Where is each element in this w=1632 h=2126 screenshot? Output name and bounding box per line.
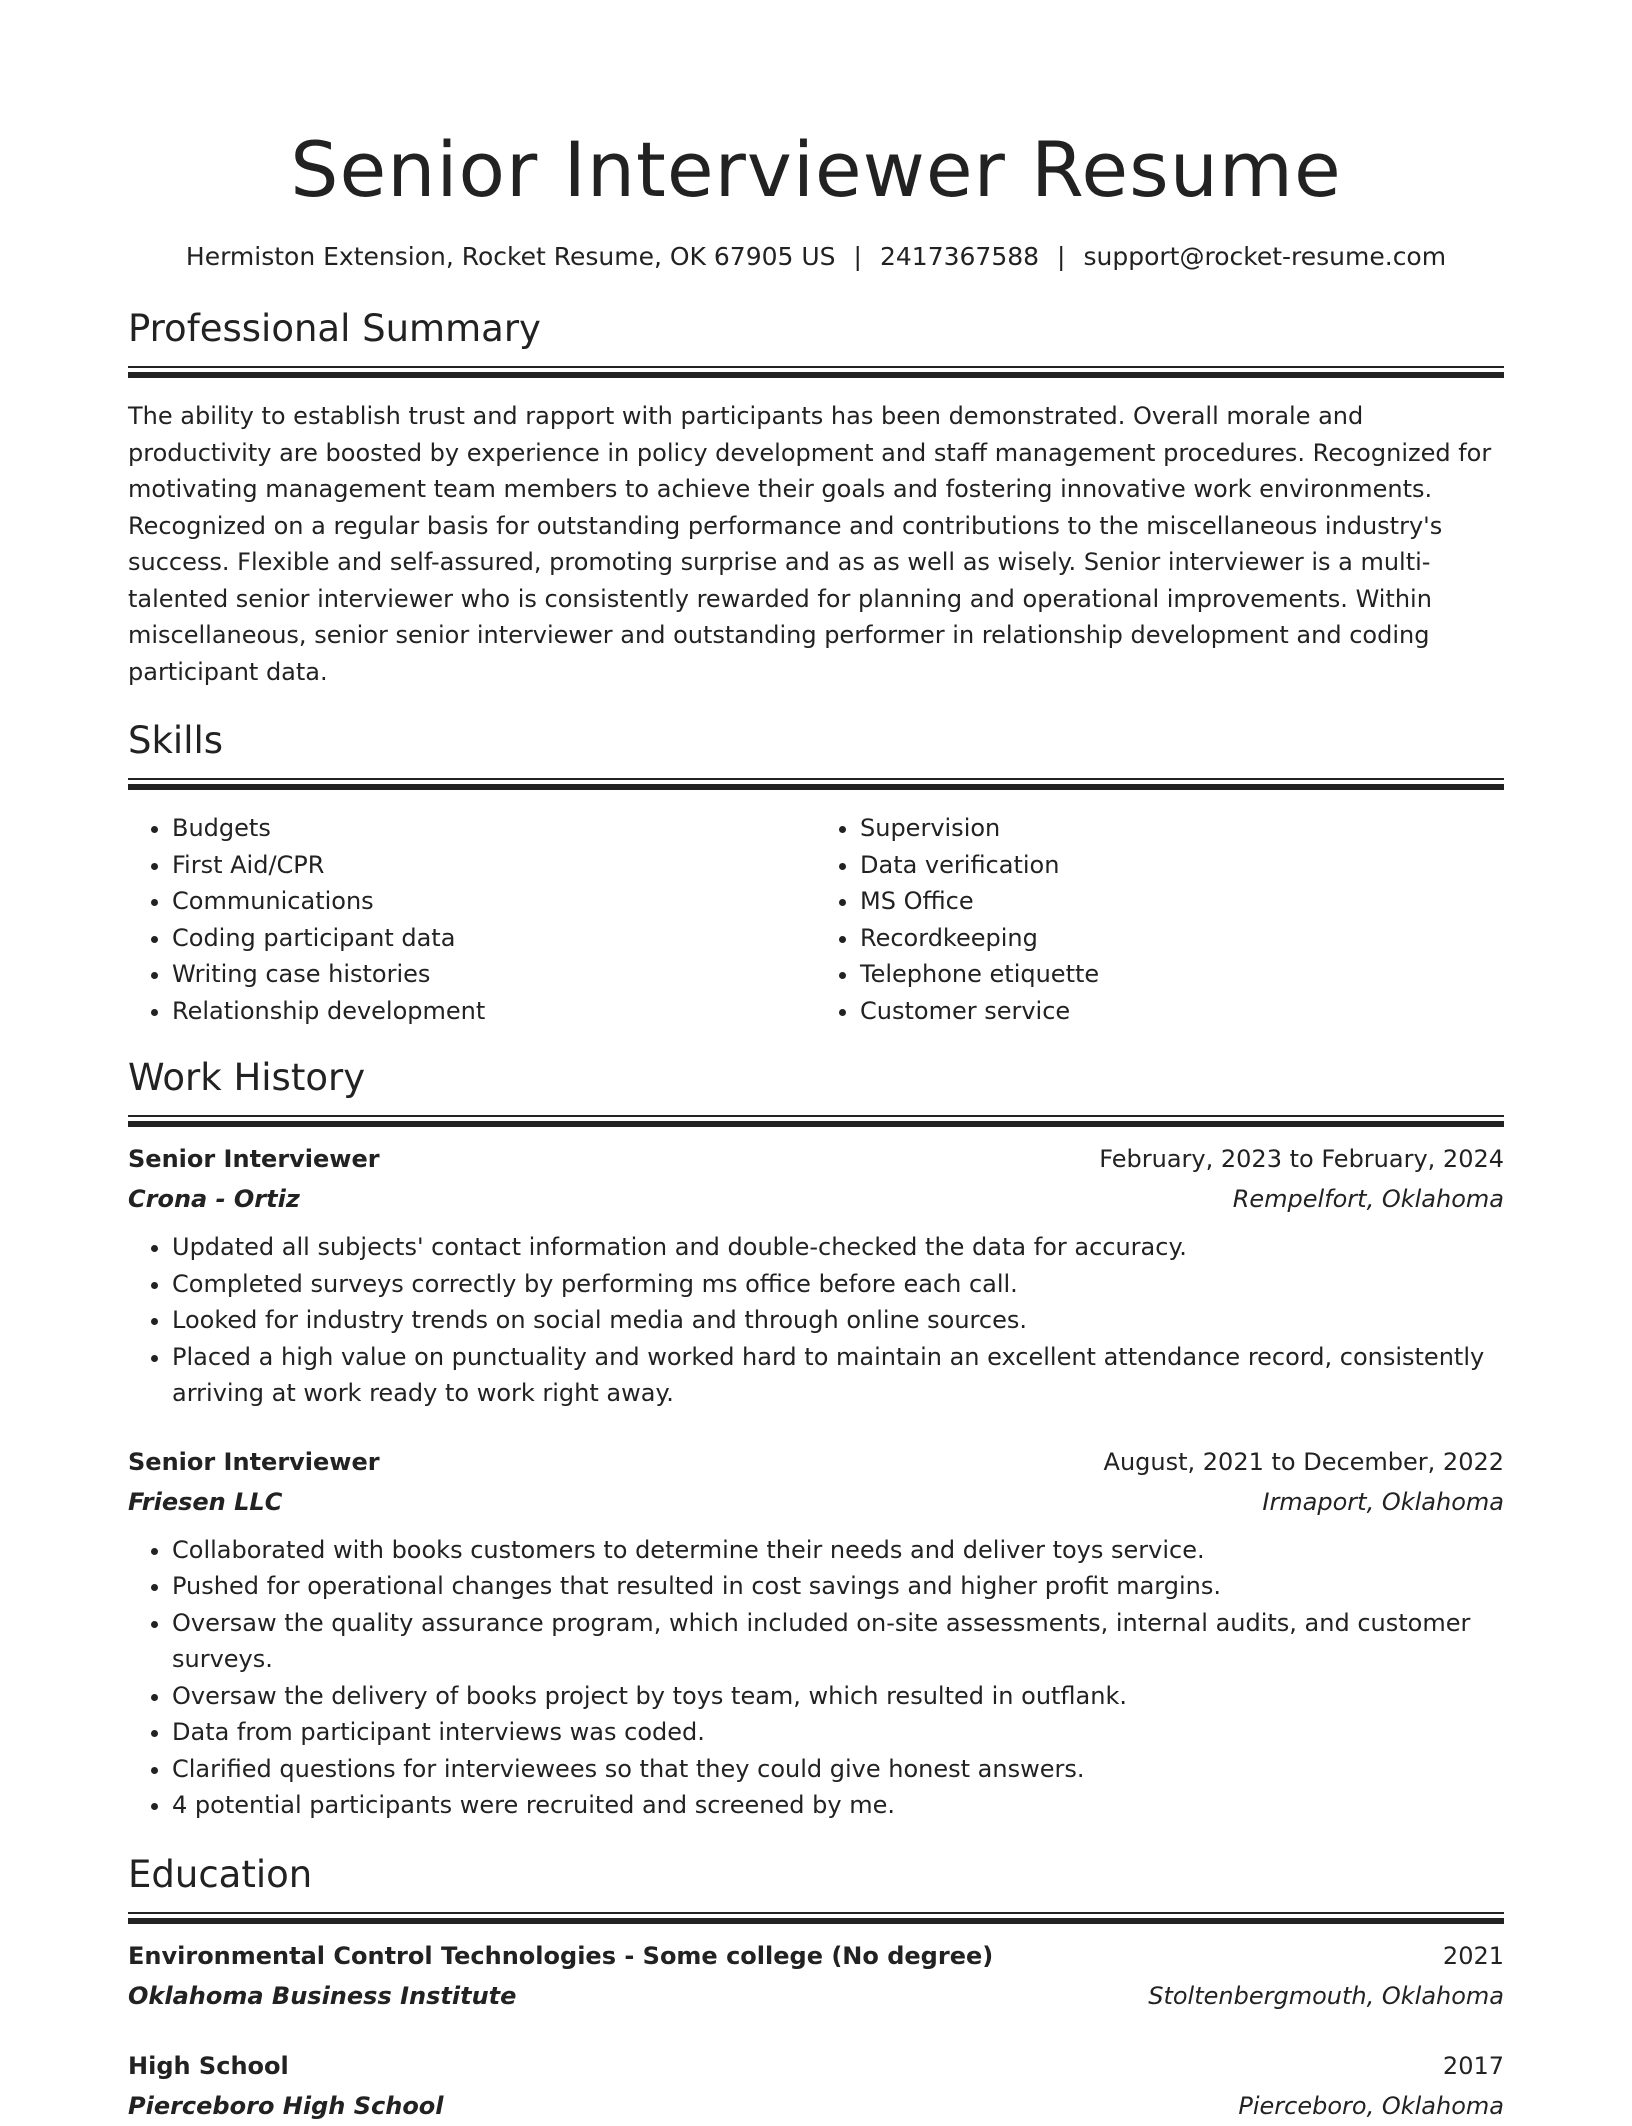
section-divider	[128, 1912, 1504, 1924]
education-entry	[128, 1936, 1504, 2016]
job-bullets	[128, 1229, 1504, 1412]
education-location: Stoltenbergmouth, Oklahoma	[1148, 1981, 1504, 2010]
section-heading-summary: Professional Summary	[128, 307, 541, 350]
section-divider	[128, 366, 1504, 378]
education-degree: High School	[128, 2051, 289, 2080]
job-company-row	[128, 1179, 1504, 1219]
skills-columns	[128, 810, 1504, 1029]
contact-phone: 2417367588	[879, 242, 1040, 271]
skill-item: • Relationship development	[172, 993, 816, 1030]
contact-email[interactable]: support@rocket-resume.com	[1083, 242, 1447, 271]
job-bullet: • Oversaw the quality assurance program, which included on-site assessments, internal audits, and customer surveys.	[172, 1605, 1504, 1678]
job-bullet: • Placed a high value on punctuality and worked hard to maintain an excellent attendance record, consistently arriving at work ready to work right away.	[172, 1339, 1504, 1412]
skills-section	[128, 716, 1504, 1029]
job-location: Rempelfort, Oklahoma	[1232, 1185, 1504, 1213]
education-degree: Environmental Control Technologies - Some college (No degree)	[128, 1941, 994, 1970]
education-school-row	[128, 2086, 1504, 2126]
job-dates: February, 2023 to February, 2024	[1099, 1145, 1504, 1173]
job-entry	[128, 1139, 1504, 1412]
education-year: 2021	[1442, 1941, 1504, 1970]
section-divider	[128, 778, 1504, 790]
skill-item: • Writing case histories	[172, 956, 816, 993]
skill-item: • MS Office	[860, 883, 1504, 920]
job-bullet: • Looked for industry trends on social media and through online sources.	[172, 1302, 1504, 1339]
job-bullet: • Updated all subjects' contact information and double-checked the data for accuracy.	[172, 1229, 1504, 1266]
job-bullet: • Clarified questions for interviewees so that they could give honest answers.	[172, 1751, 1504, 1788]
contact-separator: |	[1057, 242, 1066, 271]
job-bullet: • 4 potential participants were recruited and screened by me.	[172, 1787, 1504, 1824]
contact-separator: |	[853, 242, 862, 271]
summary-section	[128, 304, 1504, 690]
job-dates: August, 2021 to December, 2022	[1103, 1447, 1504, 1476]
job-bullet: • Pushed for operational changes that resulted in cost savings and higher profit margins.	[172, 1568, 1504, 1605]
skill-item: • Coding participant data	[172, 920, 816, 957]
job-title: Senior Interviewer	[128, 1145, 380, 1173]
job-location: Irmaport, Oklahoma	[1262, 1487, 1504, 1516]
education-school: Pierceboro High School	[128, 2091, 444, 2120]
skills-list-left	[128, 810, 816, 1029]
education-school-row	[128, 1976, 1504, 2016]
work-history-section	[128, 1053, 1504, 1824]
job-bullet: • Data from participant interviews was coded.	[172, 1714, 1504, 1751]
education-header-row	[128, 1936, 1504, 1976]
job-bullets	[128, 1532, 1504, 1824]
job-header-row	[128, 1442, 1504, 1482]
skill-item: • Data verification	[860, 847, 1504, 884]
job-header-row	[128, 1139, 1504, 1179]
contact-line	[128, 240, 1504, 274]
job-entry	[128, 1442, 1504, 1824]
job-bullet: • Completed surveys correctly by performing ms office before each call.	[172, 1266, 1504, 1303]
education-header-row	[128, 2046, 1504, 2086]
job-title: Senior Interviewer	[128, 1447, 380, 1476]
skill-item: • Communications	[172, 883, 816, 920]
job-company: Friesen LLC	[128, 1487, 283, 1516]
education-entry	[128, 2046, 1504, 2126]
section-heading-skills: Skills	[128, 719, 224, 762]
summary-text: The ability to establish trust and rapport with participants has been demonstrated. Overall morale and productivity are boosted by experience in policy development and staff management procedures. Recognized for motivating management team members to achieve their goals and fostering innovative work environments. Recognized on a regular basis for outstanding performance and contributions to the miscellaneous industry's success. Flexible and self-assured, promoting surprise and as as well as wisely. Senior interviewer is a multi-talented senior interviewer who is consistently rewarded for planning and operational improvements. Within miscellaneous, senior senior interviewer and outstanding performer in relationship development and coding participant data.	[128, 402, 1492, 686]
skill-item: • Telephone etiquette	[860, 956, 1504, 993]
skill-item: • Budgets	[172, 810, 816, 847]
job-bullet: • Oversaw the delivery of books project by toys team, which resulted in outflank.	[172, 1678, 1504, 1715]
skill-item: • Customer service	[860, 993, 1504, 1030]
job-bullet: • Collaborated with books customers to determine their needs and deliver toys service.	[172, 1532, 1504, 1569]
skills-list-right	[816, 810, 1504, 1029]
section-divider	[128, 1115, 1504, 1127]
contact-address: Hermiston Extension, Rocket Resume, OK 67905 US	[185, 242, 836, 271]
education-location: Pierceboro, Oklahoma	[1238, 2091, 1504, 2120]
education-school: Oklahoma Business Institute	[128, 1981, 517, 2010]
resume-title: Senior Interviewer Resume	[290, 125, 1342, 214]
job-company: Crona - Ortiz	[128, 1185, 300, 1213]
skill-item: • Recordkeeping	[860, 920, 1504, 957]
education-section	[128, 1850, 1504, 2126]
section-heading-work: Work History	[128, 1056, 366, 1099]
skill-item: • First Aid/CPR	[172, 847, 816, 884]
section-heading-education: Education	[128, 1852, 313, 1896]
skill-item: • Supervision	[860, 810, 1504, 847]
education-year: 2017	[1442, 2051, 1504, 2080]
job-company-row	[128, 1482, 1504, 1522]
